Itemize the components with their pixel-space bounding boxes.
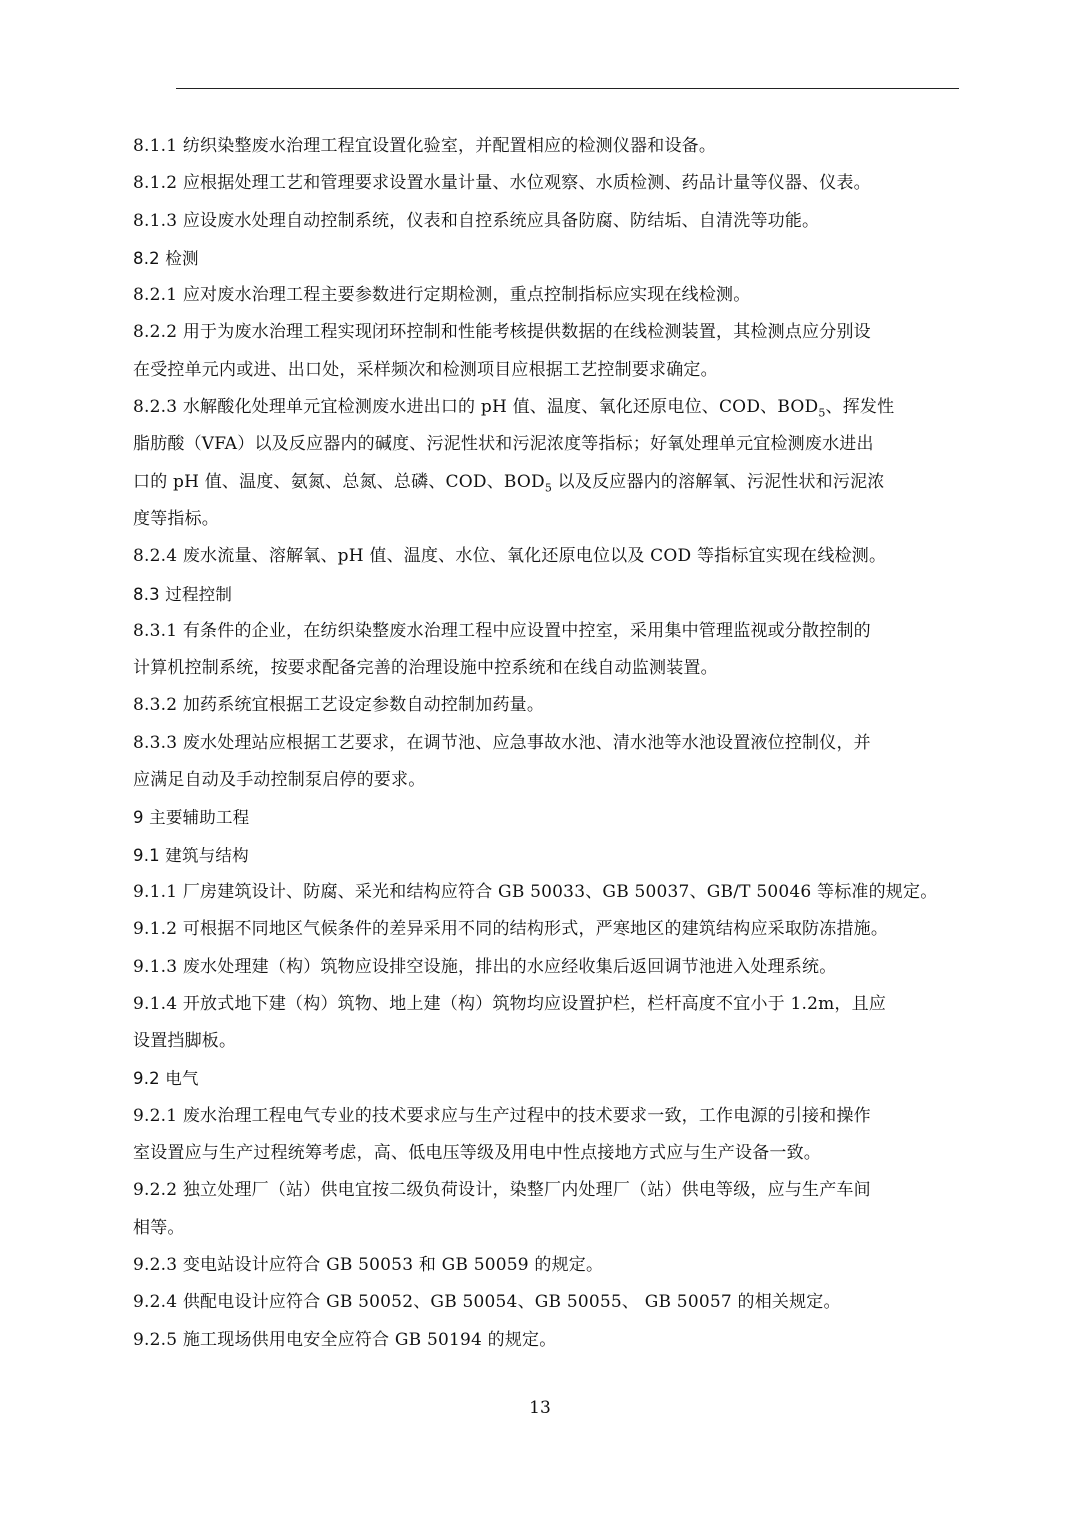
text-line: 8.3.3 废水处理站应根据工艺要求，在调节池、应急事故水池、清水池等水池设置液位控制仪，并 — [133, 732, 871, 753]
text-line: 应满足自动及手动控制泵启停的要求。 — [133, 770, 426, 791]
text-line: 计算机控制系统，按要求配备完善的治理设施中控系统和在线自动监测装置。 — [133, 658, 718, 679]
header-rule — [176, 88, 959, 89]
text-line: 脂肪酸（VFA）以及反应器内的碱度、污泥性状和污泥浓度等指标；好氧处理单元宜检测废水进出 — [133, 434, 874, 455]
subscript: 5 — [544, 481, 553, 495]
text-line: 9.1.3 废水处理建（构）筑物应设排空设施，排出的水应经收集后返回调节池进入处理系统。 — [133, 956, 837, 977]
text-line: 9.1.4 开放式地下建（构）筑物、地上建（构）筑物均应设置护栏，栏杆高度不宜小于 1.2m，且应 — [133, 993, 887, 1014]
text-line — [133, 464, 973, 501]
text-line: 8.1.1 纺织染整废水治理工程宜设置化验室，并配置相应的检测仪器和设备。 — [133, 136, 717, 156]
text-line — [133, 389, 973, 426]
text-line: 8.3.1 有条件的企业，在纺织染整废水治理工程中应设置中控室，采用集中管理监视或分散控制的 — [133, 620, 871, 641]
section-heading: 8.2 检测 — [133, 248, 199, 268]
text-line: 9.2.1 废水治理工程电气专业的技术要求应与生产过程中的技术要求一致，工作电源的引接和操作 — [133, 1105, 871, 1126]
text-run: 8.2.3 水解酸化处理单元宜检测废水进出口的 pH 值、温度、氧化还原电位、COD、BOD — [133, 397, 819, 418]
section-heading: 9.2 电气 — [133, 1069, 199, 1089]
page-number: 13 — [529, 1398, 551, 1418]
text-run: 、挥发性 — [825, 397, 895, 418]
text-line: 8.1.3 应设废水处理自动控制系统，仪表和自控系统应具备防腐、防结垢、自清洗等功能。 — [133, 210, 820, 231]
text-run: 口的 pH 值、温度、氨氮、总氮、总磷、COD、BOD — [133, 471, 545, 492]
text-line: 9.2.2 独立处理厂（站）供电宜按二级负荷设计，染整厂内处理厂（站）供电等级，应与生产车间 — [133, 1180, 871, 1201]
text-line: 9.2.4 供配电设计应符合 GB 50052、GB 50054、GB 50055、 GB 50057 的相关规定。 — [133, 1292, 841, 1313]
text-line: 度等指标。 — [133, 508, 219, 529]
text-line: 9.2.5 施工现场供用电安全应符合 GB 50194 的规定。 — [133, 1329, 557, 1350]
text-line: 设置挡脚板。 — [133, 1031, 237, 1052]
document-body — [133, 128, 973, 1359]
text-line: 8.3.2 加药系统宜根据工艺设定参数自动控制加药量。 — [133, 695, 545, 716]
text-line: 9.1.1 厂房建筑设计、防腐、采光和结构应符合 GB 50033、GB 50037、GB/T 50046 等标准的规定。 — [133, 881, 938, 902]
text-line: 8.1.2 应根据处理工艺和管理要求设置水量计量、水位观察、水质检测、药品计量等仪器、仪表。 — [133, 173, 871, 194]
text-line: 8.2.4 废水流量、溶解氧、pH 值、温度、水位、氧化还原电位以及 COD 等指标宜实现在线检测。 — [133, 546, 887, 567]
text-line: 8.2.2 用于为废水治理工程实现闭环控制和性能考核提供数据的在线检测装置，其检测点应分别设 — [133, 322, 871, 343]
text-line: 相等。 — [133, 1217, 185, 1238]
text-line: 室设置应与生产过程统筹考虑，高、低电压等级及用电中性点接地方式应与生产设备一致。 — [133, 1143, 821, 1164]
text-line: 8.2.1 应对废水治理工程主要参数进行定期检测，重点控制指标应实现在线检测。 — [133, 285, 751, 306]
text-line: 在受控单元内或进、出口处，采样频次和检测项目应根据工艺控制要求确定。 — [133, 359, 718, 380]
chapter-heading: 9 主要辅助工程 — [133, 808, 250, 828]
text-line: 9.2.3 变电站设计应符合 GB 50053 和 GB 50059 的规定。 — [133, 1254, 604, 1275]
text-run: 以及反应器内的溶解氧、污泥性状和污泥浓 — [552, 471, 885, 492]
subscript: 5 — [818, 406, 826, 420]
section-heading: 9.1 建筑与结构 — [133, 845, 249, 865]
text-line: 9.1.2 可根据不同地区气候条件的差异采用不同的结构形式，严寒地区的建筑结构应采取防冻措施。 — [133, 919, 889, 940]
section-heading: 8.3 过程控制 — [133, 584, 233, 604]
